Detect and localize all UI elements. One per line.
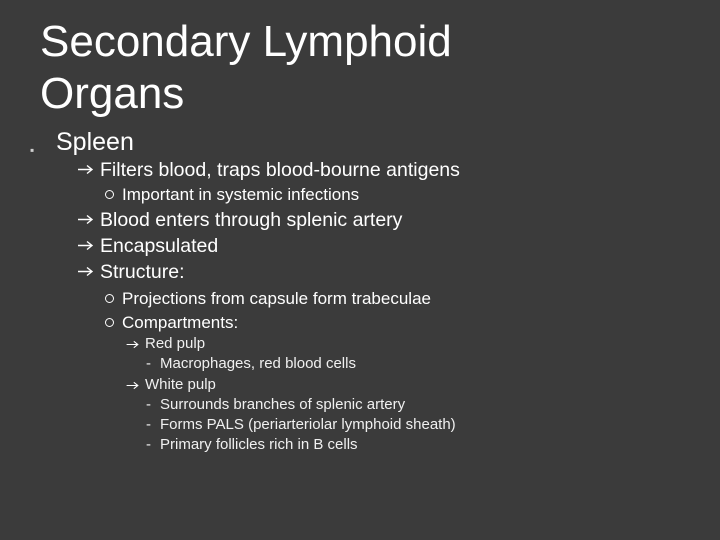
bullet-structure — [100, 260, 185, 284]
bullet-text: White pulp — [145, 376, 216, 393]
circle-bullet-icon — [105, 318, 114, 327]
bullet-text: Important in systemic infections — [122, 185, 360, 204]
bullet-spleen — [30, 127, 134, 157]
bullet-text: Red pulp — [145, 335, 206, 352]
bullet-systemic-infections — [122, 185, 359, 205]
bullet-text: Filters blood, traps blood-bourne antigens — [100, 159, 460, 181]
arrow-bullet-icon — [76, 163, 96, 176]
bullet-primary-follicles — [146, 436, 358, 454]
title-line-1: Secondary Lymphoid — [40, 17, 452, 66]
bullet-text: Compartments: — [122, 313, 239, 332]
bullet-trabeculae — [122, 289, 431, 309]
bullet-splenic-artery — [100, 208, 402, 232]
bullet-encapsulated — [100, 234, 218, 258]
bullet-text: Encapsulated — [100, 235, 219, 257]
slide-title — [40, 16, 680, 120]
bullet-text: Surrounds branches of splenic artery — [160, 396, 406, 413]
bullet-filters-blood — [100, 158, 460, 182]
bullet-text: Projections from capsule form trabeculae — [122, 289, 431, 308]
arrow-bullet-icon — [76, 265, 96, 278]
dash-bullet: - — [146, 436, 151, 453]
dash-bullet: - — [146, 355, 151, 372]
bullet-text: Spleen — [56, 128, 134, 156]
dash-bullet: - — [146, 416, 151, 433]
bullet-white-pulp — [145, 376, 216, 394]
bullet-text: Macrophages, red blood cells — [160, 355, 356, 372]
bullet-text: Primary follicles rich in B cells — [160, 436, 358, 453]
bullet-macrophages — [146, 355, 356, 373]
circle-bullet-icon — [105, 190, 114, 199]
bullet-text: Forms PALS (periarteriolar lymphoid sheath) — [160, 416, 456, 433]
arrow-bullet-icon — [76, 239, 96, 252]
arrow-bullet-icon — [76, 213, 96, 226]
bullet-surrounds-branches — [146, 396, 406, 414]
arrow-bullet-icon — [125, 339, 141, 350]
dash-bullet: - — [146, 396, 151, 413]
square-bullet-icon: ▪ — [30, 143, 35, 157]
bullet-red-pulp — [145, 335, 205, 353]
bullet-text: Blood enters through splenic artery — [100, 209, 403, 231]
circle-bullet-icon — [105, 294, 114, 303]
bullet-text: Structure: — [100, 261, 185, 283]
arrow-bullet-icon — [125, 380, 141, 391]
title-line-2: Organs — [40, 69, 185, 118]
bullet-forms-pals — [146, 416, 456, 434]
bullet-compartments — [122, 313, 238, 333]
